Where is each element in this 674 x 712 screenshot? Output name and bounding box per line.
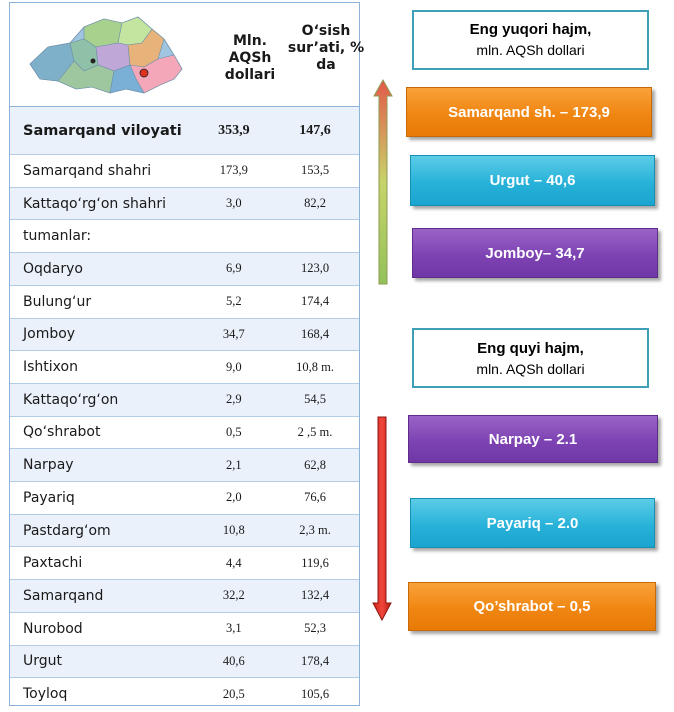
- top-bar-urgut: Urgut – 40,6: [410, 155, 655, 206]
- header-million-usd: Mln. AQSh dollari: [224, 33, 276, 83]
- table-row: [10, 285, 359, 318]
- table-row: [10, 514, 359, 547]
- row-value: 40,6: [222, 653, 245, 668]
- low-bar-narpay: Narpay – 2.1: [408, 415, 658, 463]
- table-row: [10, 612, 359, 645]
- row-value: 0,5: [226, 424, 242, 439]
- row-growth: 2,3 m.: [299, 523, 331, 538]
- table-row: [10, 645, 359, 678]
- row-value: 34,7: [222, 326, 245, 341]
- row-value: 353,9: [218, 122, 250, 138]
- table-row: [10, 416, 359, 449]
- table-row: [10, 318, 359, 351]
- row-value: 9,0: [226, 359, 242, 374]
- top-bar-samarqand-city: Samarqand sh. – 173,9: [406, 87, 652, 137]
- low-bar-qoshrabot: Qo’shrabot – 0,5: [408, 582, 656, 631]
- row-growth: 178,4: [300, 653, 330, 668]
- arrow-up-icon: [372, 78, 394, 288]
- row-value: 5,2: [226, 294, 242, 309]
- row-value: 20,5: [222, 686, 245, 701]
- table-row: [10, 154, 359, 187]
- row-value: 6,9: [226, 261, 242, 276]
- row-name: Toyloq: [23, 686, 68, 703]
- row-value: 2,0: [226, 490, 242, 505]
- table-row: [10, 677, 359, 710]
- row-value: 10,8: [222, 523, 245, 538]
- row-value: 4,4: [226, 555, 242, 570]
- row-growth: 123,0: [300, 261, 330, 276]
- row-name: Pastdarg‘om: [23, 522, 111, 539]
- row-name: tumanlar:: [23, 228, 92, 245]
- row-name: Kattaqo‘rg‘on: [23, 391, 119, 408]
- row-value: 2,1: [226, 457, 242, 472]
- table-row: [10, 187, 359, 220]
- row-name: Qo‘shrabot: [23, 424, 101, 441]
- row-growth: 105,6: [300, 686, 330, 701]
- arrow-down-icon: [371, 415, 393, 623]
- row-value: 2,9: [226, 392, 242, 407]
- row-name: Ishtixon: [23, 359, 78, 376]
- top-title-line2: mln. AQSh dollari: [476, 42, 585, 58]
- row-growth: 147,6: [299, 122, 331, 138]
- row-name: Oqdaryo: [23, 260, 83, 277]
- row-name: Jomboy: [23, 326, 76, 343]
- row-name: Samarqand viloyati: [23, 122, 182, 139]
- row-name: Paxtachi: [23, 555, 83, 572]
- row-growth: 82,2: [304, 196, 326, 211]
- row-growth: 10,8 m.: [296, 359, 334, 374]
- table-row: [10, 252, 359, 285]
- row-name: Nurobod: [23, 620, 83, 637]
- row-growth: 2 ,5 m.: [297, 424, 333, 439]
- low-volume-title: [412, 328, 649, 388]
- table-row: [10, 350, 359, 383]
- top-title-line1: Eng yuqori hajm,: [469, 21, 592, 38]
- low-title-line1: Eng quyi hajm,: [477, 340, 584, 357]
- table-row: [10, 383, 359, 416]
- row-name: Samarqand: [23, 587, 104, 604]
- row-growth: 119,6: [301, 555, 329, 570]
- table-row: [10, 481, 359, 514]
- table-row-total: [10, 106, 359, 154]
- row-name: Payariq: [23, 489, 75, 506]
- top-volume-title: [412, 10, 649, 70]
- row-name: Urgut: [23, 653, 63, 670]
- row-growth: 76,6: [304, 490, 326, 505]
- table-row: [10, 546, 359, 579]
- row-growth: 168,4: [300, 326, 330, 341]
- row-growth: 62,8: [304, 457, 326, 472]
- row-growth: 52,3: [304, 621, 326, 636]
- top-bar-jomboy: Jomboy– 34,7: [412, 228, 658, 278]
- region-map-icon: [18, 9, 198, 99]
- table-row: [10, 448, 359, 481]
- row-growth: 174,4: [300, 294, 330, 309]
- row-name: Kattaqo‘rg‘on shahri: [23, 195, 166, 212]
- table-row: [10, 219, 359, 252]
- header-growth-rate: O‘sish sur’ati, % da: [287, 23, 365, 73]
- row-name: Narpay: [23, 457, 74, 474]
- row-value: 3,1: [226, 621, 242, 636]
- row-value: 32,2: [222, 588, 245, 603]
- row-value: 3,0: [226, 196, 242, 211]
- low-bar-payariq: Payariq – 2.0: [410, 498, 655, 548]
- row-growth: 153,5: [300, 163, 330, 178]
- region-table: [9, 2, 365, 706]
- table-row: [10, 579, 359, 612]
- row-growth: 132,4: [300, 588, 330, 603]
- row-value: 173,9: [219, 163, 248, 178]
- row-growth: 54,5: [304, 392, 326, 407]
- low-title-line2: mln. AQSh dollari: [476, 361, 585, 377]
- row-name: Samarqand shahri: [23, 162, 152, 179]
- row-name: Bulung‘ur: [23, 293, 92, 310]
